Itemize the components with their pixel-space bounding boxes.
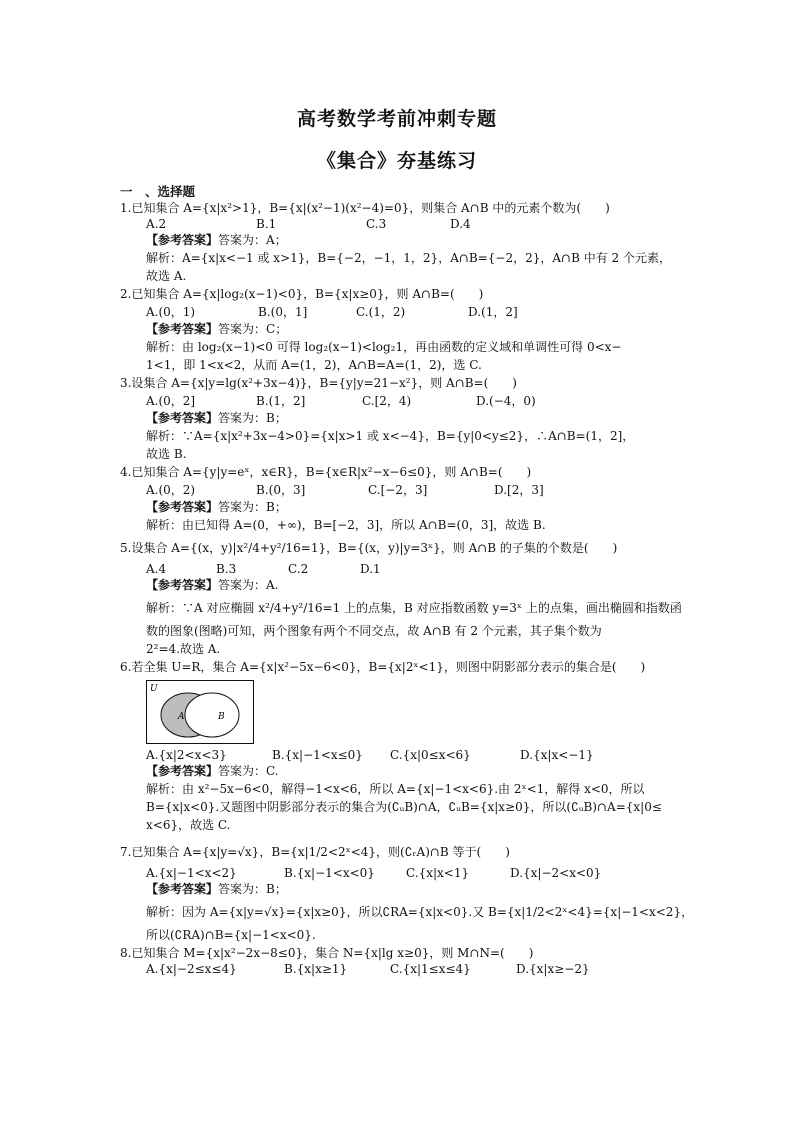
option-c: C.[2，4): [362, 394, 412, 408]
option-b: B.(1，2]: [256, 394, 306, 408]
answer-text: 答案为：C.: [218, 764, 279, 778]
answer-tag: 【参考答案】: [146, 500, 219, 514]
answer-text: 答案为：C；: [218, 322, 288, 336]
options: [120, 748, 700, 762]
answer-text: 答案为：A；: [218, 233, 287, 247]
option-a: A.(0，2): [146, 483, 196, 497]
option-a: A.{x|−1<x<2}: [146, 866, 237, 880]
option-d: D.1: [360, 562, 381, 576]
option-b: B.{x|−1<x<0}: [284, 866, 375, 880]
option-a: A.(0，2]: [146, 394, 196, 408]
question-stem: 7.已知集合 A={x|y=√x}，B={x|1/2<2ˣ<4}，则(∁ᵣA)∩B 等于( ): [120, 845, 510, 859]
question-stem: 6.若全集 U=R，集合 A={x|x²−5x−6<0}，B={x|2ˣ<1}，则图中阴影部分表示的集合是( ): [120, 660, 646, 674]
analysis-line: 解析：由 log₂(x−1)<0 可得 log₂(x−1)<log₂1，再由函数的定义域和单调性可得 0<x−: [146, 340, 622, 354]
option-d: D.{x|x≥−2}: [516, 962, 590, 976]
question-1: [120, 199, 700, 285]
answer-line: [120, 880, 700, 898]
answer-line: [120, 409, 700, 427]
option-b: B.{x|−1<x≤0}: [272, 748, 363, 762]
analysis-line: 故选 A.: [146, 269, 187, 283]
answer-text: 答案为：B；: [218, 411, 287, 425]
page-title: 高考数学考前冲刺专题: [296, 108, 497, 130]
option-b: B.1: [256, 217, 277, 231]
analysis-line: 数的图象(图略)可知，两个图象有两个不同交点，故 A∩B 有 2 个元素，其子集个数为: [146, 624, 602, 638]
answer-tag: 【参考答案】: [146, 882, 219, 896]
answer-tag: 【参考答案】: [146, 578, 219, 592]
question-stem: 4.已知集合 A={y|y=eˣ，x∈R}，B={x∈R|x²−x−6≤0}，则 A∩B=( ): [120, 465, 532, 479]
analysis-line: 解析：∵A={x|x²+3x−4>0}={x|x>1 或 x<−4}，B={y|0<y≤2}，∴A∩B=(1，2]，: [146, 429, 635, 443]
option-c: C.3: [366, 217, 387, 231]
answer-text: 答案为：A.: [218, 578, 279, 592]
b-label: B: [218, 712, 225, 722]
a-label: A: [178, 712, 185, 722]
option-d: D.[2，3]: [494, 483, 544, 497]
question-3: [120, 374, 700, 463]
venn-diagram: [146, 680, 254, 744]
u-label: U: [150, 684, 158, 694]
options: [120, 866, 700, 880]
analysis-line: B={x|x<0}.又题图中阴影部分表示的集合为(∁ᵤB)∩A，∁ᵤB={x|x≥0}，所以(∁ᵤB)∩A={x|0≤: [146, 800, 662, 814]
answer-tag: 【参考答案】: [146, 764, 219, 778]
option-c: C.{x|0≤x<6}: [390, 748, 471, 762]
question-8: [120, 944, 700, 976]
answer-line: [120, 762, 700, 780]
section-heading: 一 、选择题: [120, 184, 196, 199]
answer-line: [120, 231, 700, 249]
analysis-line: x<6}，故选 C.: [146, 818, 231, 832]
analysis-line: 解析：因为 A={x|y=√x}={x|x≥0}，所以∁RA={x|x<0}.又 B={x|1/2<2ˣ<4}={x|−1<x<2}，: [146, 905, 694, 919]
options: [120, 217, 700, 231]
option-b: B.{x|x≥1}: [284, 962, 348, 976]
analysis-line: 2²=4.故选 A.: [146, 642, 221, 656]
option-d: D.{x|−2<x<0}: [510, 866, 602, 880]
option-d: D.(−4，0): [476, 394, 536, 408]
options: [120, 562, 700, 576]
option-a: A.2: [146, 217, 167, 231]
analysis-line: 解析：∵A 对应椭圆 x²/4+y²/16=1 上的点集，B 对应指数函数 y=3ˣ 上的点集，画出椭圆和指数函: [146, 601, 682, 615]
options: [120, 303, 700, 320]
question-2: [120, 285, 700, 374]
option-c: C.{x|x<1}: [406, 866, 470, 880]
option-c: C.[−2，3]: [368, 483, 428, 497]
option-a: A.(0，1): [146, 305, 196, 319]
analysis-line: 所以(∁RA)∩B={x|−1<x<0}.: [146, 928, 316, 942]
question-stem: 8.已知集合 M={x|x²−2x−8≤0}，集合 N={x|lg x≥0}，则 M∩N=( ): [120, 946, 534, 960]
answer-text: 答案为：B；: [218, 882, 287, 896]
question-stem: 2.已知集合 A={x|log₂(x−1)<0}，B={x|x≥0}，则 A∩B=( ): [120, 287, 484, 301]
option-a: A.{x|2<x<3}: [146, 748, 227, 762]
question-list: [120, 199, 700, 976]
answer-text: 答案为：B；: [218, 500, 287, 514]
option-b: B.3: [216, 562, 237, 576]
option-d: D.{x|x<−1}: [520, 748, 594, 762]
option-d: D.(1，2]: [468, 305, 518, 319]
answer-tag: 【参考答案】: [146, 322, 219, 336]
question-5: [120, 534, 700, 658]
page-subtitle: 《集合》夯基练习: [316, 150, 477, 172]
option-c: C.2: [288, 562, 309, 576]
answer-line: [120, 576, 700, 594]
question-6: [120, 658, 700, 834]
question-stem: 1.已知集合 A={x|x²>1}，B={x|(x²−1)(x²−4)=0}，则集合 A∩B 中的元素个数为( ): [120, 201, 610, 215]
option-a: A.{x|−2≤x≤4}: [146, 962, 237, 976]
answer-tag: 【参考答案】: [146, 411, 219, 425]
option-c: C.{x|1≤x≤4}: [390, 962, 471, 976]
question-stem: 3.设集合 A={x|y=lg(x²+3x−4)}，B={y|y=21−x²}，则 A∩B=( ): [120, 376, 517, 390]
options: [120, 392, 700, 409]
options: [120, 962, 700, 976]
analysis-line: 1<1，即 1<x<2，从而 A=(1，2)，A∩B=A=(1，2)，选 C.: [146, 358, 482, 372]
option-a: A.4: [146, 562, 167, 576]
analysis-line: 解析：由已知得 A=(0，+∞)，B=[−2，3]，所以 A∩B=(0，3]，故选 B.: [146, 518, 546, 532]
options: [120, 481, 700, 498]
set-b-circle: [185, 693, 239, 737]
answer-line: [120, 320, 700, 338]
answer-tag: 【参考答案】: [146, 233, 219, 247]
option-b: B.(0，3]: [256, 483, 306, 497]
analysis-line: 解析：A={x|x<−1 或 x>1}，B={−2，−1，1，2}，A∩B={−2，2}，A∩B 中有 2 个元素，: [146, 251, 671, 265]
question-stem: 5.设集合 A={(x，y)|x²/4+y²/16=1}，B={(x，y)|y=3ˣ}，则 A∩B 的子集的个数是( ): [120, 541, 618, 555]
option-d: D.4: [450, 217, 471, 231]
question-4: [120, 463, 700, 534]
option-b: B.(0，1]: [258, 305, 308, 319]
analysis-line: 解析：由 x²−5x−6<0，解得−1<x<6，所以 A={x|−1<x<6}.由 2ˣ<1，解得 x<0，所以: [146, 782, 645, 796]
option-c: C.(1，2): [356, 305, 406, 319]
question-7: [120, 838, 700, 944]
analysis-line: 故选 B.: [146, 447, 187, 461]
answer-line: [120, 498, 700, 516]
